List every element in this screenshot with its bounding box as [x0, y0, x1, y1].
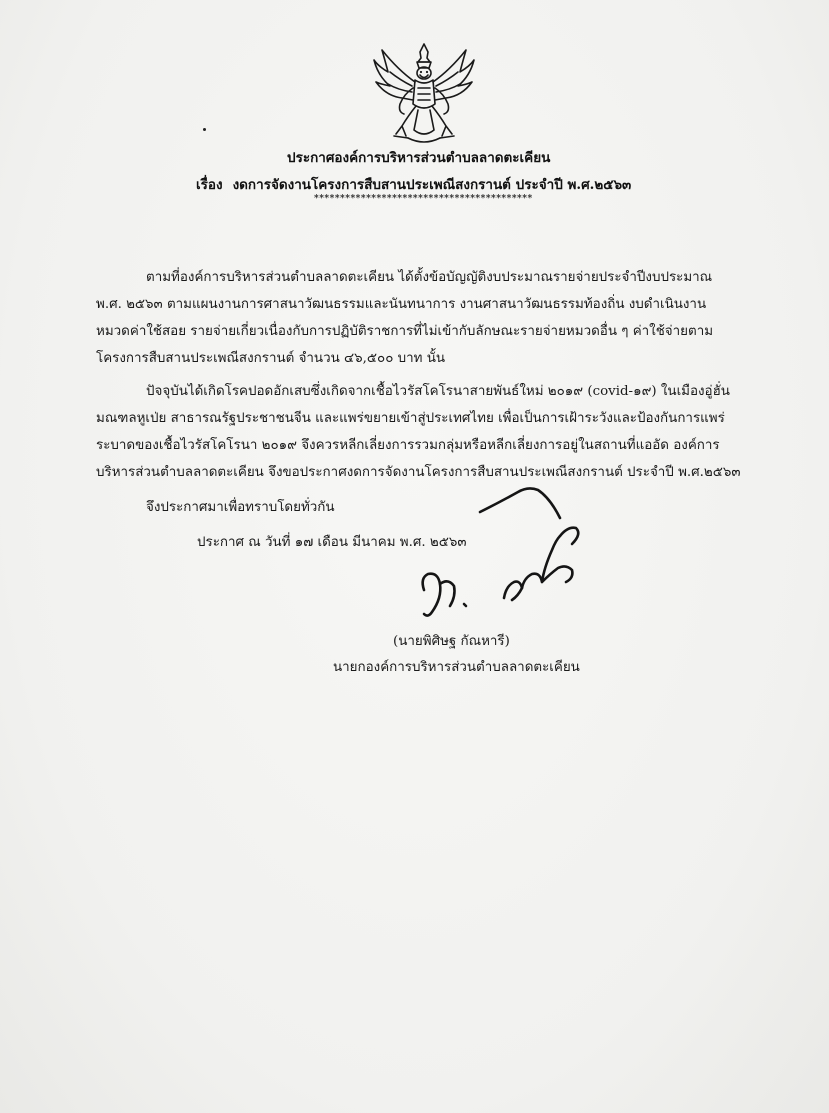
handwritten-signature-icon [410, 478, 585, 628]
closing-statement: จึงประกาศมาเพื่อทราบโดยทั่วกัน [146, 500, 335, 515]
paragraph2-line: ระบาดของเชื้อไวรัสโคโรนา ๒๐๑๙ จึงควรหลีกเลี่ยงการรวมกลุ่มหรือหลีกเลี่ยงการอยู่ในสถานที่แออัด องค์การ [96, 438, 720, 453]
garuda-emblem-icon [368, 42, 480, 150]
paragraph1-line: พ.ศ. ๒๕๖๓ ตามแผนงานการศาสนาวัฒนธรรมและนันทนาการ งานศาสนาวัฒนธรรมท้องถิ่น งบดำเนินงาน [96, 297, 707, 312]
subject-label: เรื่อง [196, 177, 223, 193]
paragraph2-line: มณฑลหูเป่ย สาธารณรัฐประชาชนจีน และแพร่ขยายเข้าสู่ประเทศไทย เพื่อเป็นการเฝ้าระวังและป้องกันการแพร่ [96, 411, 725, 426]
signatory-name: (นายพิศิษฐ กัณหารี) [393, 634, 510, 649]
stray-dot-mark [203, 128, 206, 131]
header-separator: ****************************************** [314, 194, 533, 204]
announcement-date: ประกาศ ณ วันที่ ๑๗ เดือน มีนาคม พ.ศ. ๒๕๖๓ [197, 535, 467, 550]
document-title: ประกาศองค์การบริหารส่วนตำบลลาดตะเคียน [287, 150, 551, 166]
paragraph2-line: บริหารส่วนตำบลลาดตะเคียน จึงขอประกาศงดการจัดงานโครงการสืบสานประเพณีสงกรานต์ ประจำปี พ.ศ.๒๕๖๓ [96, 465, 741, 480]
paragraph2-line: ปัจจุบันได้เกิดโรคปอดอักเสบซึ่งเกิดจากเชื้อไวรัสโคโรนาสายพันธ์ใหม่ ๒๐๑๙ (covid-๑๙) ในเมืองอู่ฮั่น [146, 384, 730, 399]
signatory-position: นายกองค์การบริหารส่วนตำบลลาดตะเคียน [333, 660, 580, 675]
paragraph1-line: ตามที่องค์การบริหารส่วนตำบลลาดตะเคียน ได้ตั้งข้อบัญญัติงบประมาณรายจ่ายประจำปีงบประมาณ [146, 270, 713, 285]
subject-text: งดการจัดงานโครงการสืบสานประเพณีสงกรานต์ ประจำปี พ.ศ.๒๕๖๓ [232, 177, 632, 193]
document-subject [196, 173, 631, 195]
paragraph1-line: โครงการสืบสานประเพณีสงกรานต์ จำนวน ๔๖,๕๐๐ บาท นั้น [96, 351, 446, 366]
paragraph1-line: หมวดค่าใช้สอย รายจ่ายเกี่ยวเนื่องกับการปฏิบัติราชการที่ไม่เข้ากับลักษณะรายจ่ายหมวดอื่น ๆ ค่าใช้จ่ายตาม [96, 324, 714, 339]
